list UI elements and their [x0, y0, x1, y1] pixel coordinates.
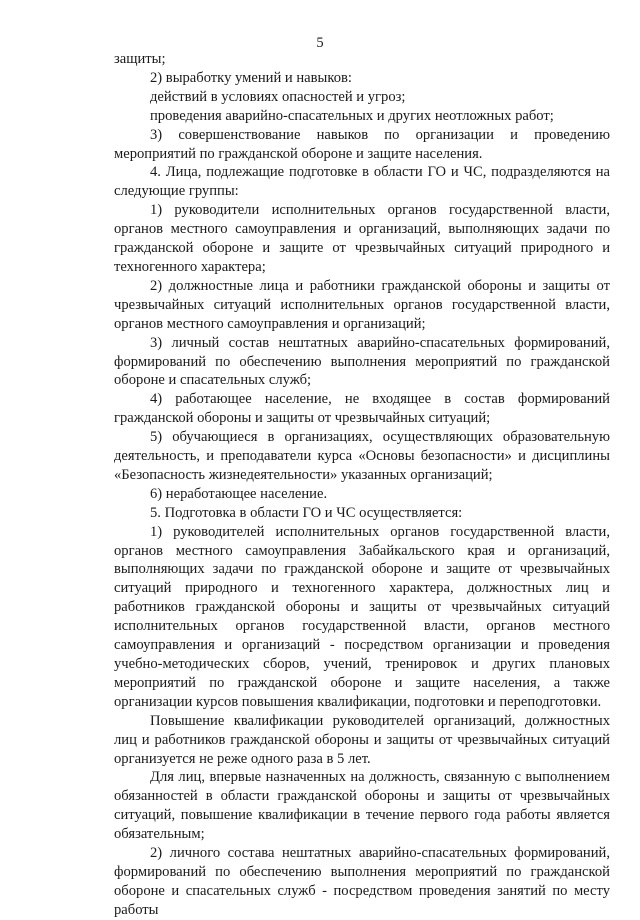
paragraph: 5. Подготовка в области ГО и ЧС осуществляется: — [150, 504, 463, 521]
paragraph: Повышение квалификации руководителей организаций, должностных лиц и работников гражданской обороны и защиты от чрезвычайных ситуаций организуется не реже одного раза в 5 лет. — [114, 712, 610, 767]
paragraph: 3) личный состав нештатных аварийно-спасательных формирований, формирований по обеспечению выполнения мероприятий по гражданской обороне и спасательных служб; — [114, 334, 610, 389]
paragraph: 2) должностные лица и работники гражданской обороны и защиты от чрезвычайных ситуаций исполнительных органов государственной власти, органов местного самоуправления и организаций; — [114, 277, 610, 332]
document-body — [114, 50, 610, 920]
paragraph: 2) выработку умений и навыков: — [150, 69, 352, 86]
paragraph: проведения аварийно-спасательных и других неотложных работ; — [150, 107, 554, 124]
paragraph: 4. Лица, подлежащие подготовке в области ГО и ЧС, подразделяются на следующие группы: — [114, 164, 610, 200]
paragraph: Для лиц, впервые назначенных на должность, связанную с выполнением обязанностей в области гражданской обороны и защиты от чрезвычайных ситуаций, повышение квалификации в течение первого года работы является обязательным; — [114, 769, 610, 843]
paragraph: 5) обучающиеся в организациях, осуществляющих образовательную деятельность, и преподаватели курса «Основы безопасности» и дисциплины «Безопасность жизнедеятельности» указанных организаций; — [114, 429, 610, 483]
page-number: 5 — [316, 35, 324, 51]
paragraph: 1) руководители исполнительных органов государственной власти, органов местного самоуправления и организаций, выполняющих задачи по гражданской обороне и защите от чрезвычайных ситуаций природного и техногенного характера; — [114, 202, 610, 275]
paragraph: 2) личного состава нештатных аварийно-спасательных формирований, формирований по обеспечению выполнения мероприятий по гражданской обороне и спасательных служб - посредством проведения занятий по месту работы — [114, 845, 610, 918]
paragraph: 3) совершенствование навыков по организации и проведению мероприятий по гражданской обороне и защите населения. — [114, 126, 610, 162]
paragraph: 4) работающее население, не входящее в состав формирований гражданской обороны и защиты от чрезвычайных ситуаций; — [114, 391, 610, 427]
paragraph: 1) руководителей исполнительных органов государственной власти, органов местного самоуправления Забайкальского края и организаций, выполняющих задачи по гражданской обороне и защите от чрезвычайных ситуаций природного и техногенного характера, должностных лиц и работников гражданской обороны и защиты от чрезвычайных ситуаций исполнительных органов государственной власти, органов местного самоуправления и организаций - посредством организации и проведения учебно-методических сборов, учений, тренировок и других плановых мероприятий по гражданской обороне и защите населения, а также организации курсов повышения квалификации, подготовки и переподготовки. — [114, 523, 610, 710]
paragraph: действий в условиях опасностей и угроз; — [150, 88, 406, 105]
paragraph: защиты; — [114, 51, 166, 67]
paragraph: 6) неработающее население. — [150, 485, 328, 502]
